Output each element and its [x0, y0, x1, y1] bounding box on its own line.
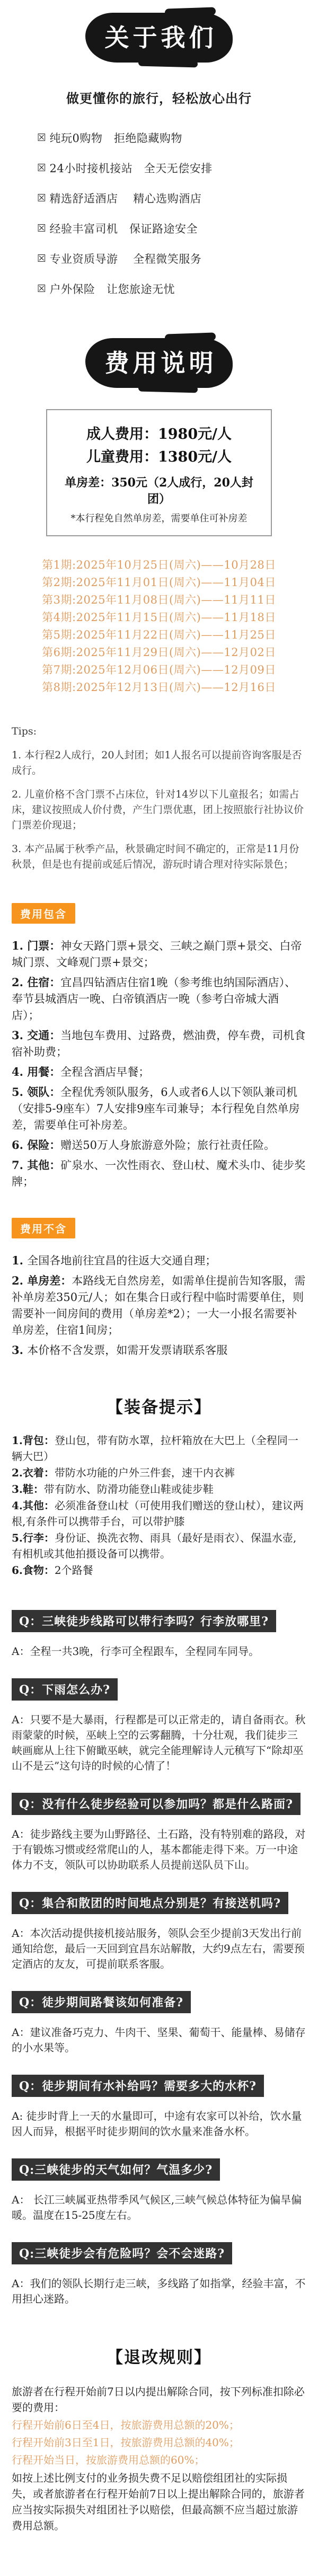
gear-title: 【装备提示】 — [107, 1398, 211, 1417]
gear-list — [12, 1432, 306, 1578]
include-badge-wrap — [12, 903, 318, 924]
price-box — [46, 409, 272, 536]
include-item-text: 当地包车费用、过路费，燃油费，停车费，司机食宿补助费； — [12, 1029, 306, 1058]
question-bar: Q：徒步期间有水补给吗？需要多大的水杯? — [12, 2075, 264, 2097]
feature-item — [37, 160, 318, 176]
feature-item — [37, 251, 318, 267]
gear-item — [12, 1481, 306, 1497]
include-item — [12, 937, 306, 971]
include-item — [12, 1157, 306, 1190]
gear-item-text: 身份证、换洗衣物、雨具（最好是雨衣）、保温水壶,有相机或其他拍摄设备可以携带。 — [12, 1532, 297, 1560]
include-item — [12, 1064, 306, 1081]
answer-text: A：我们的领队长期行走三峡，多线路了如指掌，经验丰富，不用担心迷路。 — [12, 2277, 306, 2305]
checkbox-icon: ☒ — [37, 132, 47, 144]
exclude-item-label: 1. — [12, 1254, 28, 1267]
gear-item — [12, 1465, 306, 1481]
gear-item-label: 3.鞋： — [12, 1483, 44, 1495]
refund-tier: 行程开始前3日至1日，按旅游费用总额的40%； — [12, 2436, 240, 2449]
feature-list — [0, 130, 318, 297]
child-price: 儿童费用：1380元/人 — [86, 449, 232, 465]
feature-text: 经验丰富司机 保证路途安全 — [49, 223, 198, 235]
feature-text: 24小时接机接站 全天无偿安排 — [49, 162, 213, 175]
departure-date-row: 第1期:2025年10月25日(周六)——10月28日 — [42, 559, 276, 571]
question-bar: Q：集合和散团的时间地点分别是？有接送机吗? — [12, 1892, 288, 1914]
refund-tier: 行程开始前6日至4日，按旅游费用总额的20%； — [12, 2419, 240, 2431]
question-bar: Q：三峡徒步线路可以带行李吗？行李放哪里? — [12, 1610, 276, 1632]
brush-stroke-header — [85, 13, 233, 63]
exclude-item-label: 2. 单房差： — [12, 1274, 72, 1287]
feature-item — [37, 281, 318, 297]
answer-text: A： 长江三峡属亚热带季风气候区,三峡气候总体特征为偏旱偏暖。温度在15-25度左右。 — [12, 2193, 302, 2221]
exclude-item — [12, 1252, 306, 1269]
departure-date-row: 第8期:2025年12月13日(周六)——12月16日 — [42, 681, 276, 694]
exclude-item-text: 本路线无自然房差，如需单住提前告知客服，需补单房差350元/人；如在集合日或行程中临时需要单住，则需要补一间房间的费用（单房差*2）；一大一小报名需要补单房差，住宿1间房； — [12, 1274, 306, 1336]
gear-item — [12, 1530, 306, 1562]
include-item — [12, 1027, 306, 1060]
single-supplement: 单房差：350元（2人成行，20人封团） — [65, 476, 253, 506]
checkbox-icon: ☒ — [37, 223, 47, 234]
departure-date-row: 第3期:2025年11月08日(周六)——11月11日 — [42, 594, 276, 606]
gear-item-text: 2个路餐 — [54, 1564, 93, 1577]
question-bar: Q：徒步期间路餐该如何准备? — [12, 1991, 191, 2013]
departure-date-row: 第5期:2025年11月22日(周六)——11月25日 — [42, 628, 276, 641]
exclude-item-text: 全国各地前往宜昌的往返大交通自理； — [27, 1254, 217, 1267]
answer-text: A：只要不是大暴雨，行程都是可以正常走的，请自备雨衣。秋雨蒙蒙的时候，巫峡上空的云雾翻腾，十分壮观，我们徒步三峡画廊从上往下俯瞰巫峡，就完全能理解诗人元稹写下“除却巫山不是云”这句诗的时候的心情了！ — [12, 1713, 306, 1772]
tips-item: 3. 本产品属于秋季产品，秋景确定时间不确定的，正常是11月份秋景，但是也有提前或延后情况，游玩时请合理对待实际景色； — [12, 843, 299, 870]
qa-block — [12, 1892, 306, 1972]
qa-block — [12, 1678, 306, 1774]
brush-stroke-header — [85, 338, 233, 388]
tips-list — [12, 748, 306, 872]
gear-item — [12, 1498, 306, 1529]
about-header-wrap — [0, 0, 318, 63]
include-item-text: 全程优秀领队服务，6人或者6人以下领队兼司机（安排5-9座车）7人安排9座车司兼导；本行程免自然单房差，需要单住可补房差。 — [12, 1086, 300, 1131]
feature-text: 纯玩0购物 拒绝隐藏购物 — [49, 132, 182, 145]
departure-date-row: 第7期:2025年12月06日(周六)——12月09日 — [42, 663, 276, 676]
refund-title: 【退改规则】 — [107, 2348, 211, 2367]
qa-block — [12, 1793, 306, 1873]
answer-text: A：徒步路线主要为山野路径、土石路，没有特别难的路段，对于有锻炼习惯或经常爬山的人，基本都能走得下来。万一中途体力不支，领队可以协助联系人员提前送队员下山。 — [12, 1828, 306, 1871]
gear-item-text: 带有防水、防滑功能登山鞋或徒步鞋 — [43, 1483, 214, 1495]
answer-text: A：全程一共3晚，行李可全程跟车，全程同车同导。 — [12, 1645, 260, 1658]
gear-item-text: 带防水功能的户外三件套，速干内衣裤 — [54, 1466, 235, 1479]
question-bar: Q：下雨怎么办? — [12, 1678, 118, 1701]
include-item-text: 宜昌四钻酒店住宿1晚（参考维也纳国际酒店）、奉节县城酒店一晚、白帝镇酒店一晚（参考白帝城大酒店）； — [12, 976, 296, 1022]
exclude-badge-wrap — [12, 1218, 318, 1238]
departure-schedule — [0, 556, 318, 696]
include-item-text: 全程含酒店早餐； — [60, 1066, 150, 1078]
include-item-label: 6. 保险： — [12, 1138, 61, 1152]
include-item-label: 3. 交通： — [12, 1029, 61, 1042]
bottom-spacer — [0, 2534, 318, 2576]
gear-item-label: 1.背包： — [12, 1434, 55, 1447]
checkbox-icon: ☒ — [37, 253, 47, 264]
answer-text: A: 徒步时背上一天的水量即可，中途有农家可以补给，饮水量因人而异，根据平时徒步期间的饮水量来准备水杯。 — [12, 2110, 302, 2138]
refund-closing: 如按上述比例支付的业务损失费不足以赔偿组团社的实际损失，或者旅游者在行程开始前7日以上提出解除合同的，旅游者应当按实际损失对组团社予以赔偿，但最高额不应当超过旅游费用总额。 — [12, 2472, 305, 2532]
gear-item-text: 必须准备登山杖（可使用我们赠送的登山杖），建议两根,有条件可以携带手台，可以带护膝 — [12, 1499, 304, 1528]
include-item-text: 矿泉水、一次性雨衣、登山杖、魔术头巾、徒步奖牌； — [12, 1159, 306, 1188]
gear-item-label: 4.其他： — [12, 1499, 55, 1512]
feature-text: 专业资质导游 全程微笑服务 — [49, 253, 202, 265]
include-item — [12, 1137, 306, 1154]
about-section — [0, 0, 318, 297]
checkbox-icon: ☒ — [37, 192, 47, 204]
fees-section — [0, 338, 318, 1359]
refund-tier-list — [12, 2416, 306, 2469]
exclude-item — [12, 1342, 306, 1359]
gear-section — [0, 1394, 318, 1578]
gear-item-label: 2.衣着： — [12, 1466, 55, 1479]
gear-item-label: 5.行李： — [12, 1532, 55, 1544]
include-item — [12, 974, 306, 1024]
answer-text: A：建议准备巧克力、牛肉干、坚果、葡萄干、能量棒、易储存的小水果等。 — [12, 2026, 306, 2054]
exclude-list — [12, 1252, 306, 1359]
fees-header-wrap — [0, 338, 318, 388]
include-badge: 费用包含 — [12, 903, 75, 924]
checkbox-icon: ☒ — [37, 283, 47, 295]
question-bar: Q：没有什么徒步经验可以参加吗？都是什么路面? — [12, 1793, 301, 1815]
about-header-text: 关于我们 — [104, 23, 217, 52]
answer-text: A：本次活动提供接机接站服务，领队会至少提前3天发出行前通知给您，最后一天回到宜昌东站解散，大约9点左右，需要预定酒店的友友，可提前联系客服。 — [12, 1927, 305, 1970]
gear-item-text: 登山包，带有防水罩，拉杆箱放在大巴上（全程同一辆大巴） — [12, 1434, 298, 1463]
tagline: 做更懂你的旅行，轻松放心出行 — [66, 91, 252, 106]
checkbox-icon: ☒ — [37, 162, 47, 174]
tips-item: 2. 儿童价格不含门票不占床位，针对14岁以下儿童报名；如需占床，建议按照成人价付费，产生门票优惠，团上按照旅行社协议价门票差价现退； — [12, 789, 304, 831]
refund-section — [12, 2344, 306, 2534]
exclude-item-label: 3. — [12, 1343, 28, 1357]
exclude-badge: 费用不含 — [12, 1218, 75, 1238]
include-item-text: 神女天路门票+景交、三峡之巅门票+景交、白帝城门票、文峰观门票+景交； — [12, 940, 302, 969]
feature-item — [37, 190, 318, 206]
tips-item: 1. 本行程2人成行，20人封团；如1人报名可以提前咨询客服是否成行。 — [12, 749, 302, 776]
include-item-label: 1. 门票： — [12, 939, 61, 952]
departure-date-row: 第2期:2025年11月01日(周六)——11月04日 — [42, 576, 276, 589]
fees-header-text: 费用说明 — [104, 349, 217, 377]
include-list — [12, 937, 306, 1190]
feature-text: 精选舒适酒店 精心选购酒店 — [49, 192, 202, 205]
gear-item — [12, 1432, 306, 1464]
question-bar: Q:三峡徒步的天气如何？气温多少? — [12, 2158, 220, 2181]
include-item-label: 4. 用餐： — [12, 1065, 61, 1078]
faq-section — [12, 1610, 306, 2307]
price-note: *本行程免自然单房差，需要单住可补房差 — [70, 513, 248, 524]
qa-block — [12, 2075, 306, 2139]
adult-price: 成人费用：1980元/人 — [86, 426, 232, 442]
feature-item — [37, 130, 318, 146]
tips-block — [12, 724, 306, 872]
exclude-item — [12, 1272, 306, 1339]
gear-item — [12, 1562, 306, 1578]
include-item — [12, 1084, 306, 1134]
refund-tier: 行程开始当日，按旅游费用总额的60%； — [12, 2454, 205, 2466]
include-item-label: 5. 领队： — [12, 1085, 61, 1099]
feature-text: 户外保险 让您旅途无忧 — [49, 283, 175, 296]
gear-item-label: 6.食物： — [12, 1564, 55, 1577]
exclude-item-text: 本价格不含发票，如需开发票请联系客服 — [27, 1344, 228, 1357]
qa-block — [12, 1610, 306, 1659]
include-item-label: 7. 其他： — [12, 1158, 61, 1172]
refund-intro: 旅游者在行程开始前7日以内提出解除合同，按下列标准扣除必要的费用： — [12, 2385, 305, 2414]
feature-item — [37, 220, 318, 236]
tips-title: Tips: — [12, 725, 37, 737]
qa-block — [12, 1991, 306, 2056]
departure-date-row: 第4期:2025年11月15日(周六)——11月18日 — [42, 611, 276, 624]
include-item-text: 赠送50万人身旅游意外险；旅行社责任险。 — [60, 1139, 275, 1152]
departure-date-row: 第6期:2025年11月29日(周六)——12月02日 — [42, 646, 276, 659]
qa-block — [12, 2158, 306, 2223]
question-bar: Q:三峡徒步会有危险吗？会不会迷路? — [12, 2242, 232, 2264]
qa-block — [12, 2242, 306, 2307]
include-item-label: 2. 住宿： — [12, 976, 61, 989]
